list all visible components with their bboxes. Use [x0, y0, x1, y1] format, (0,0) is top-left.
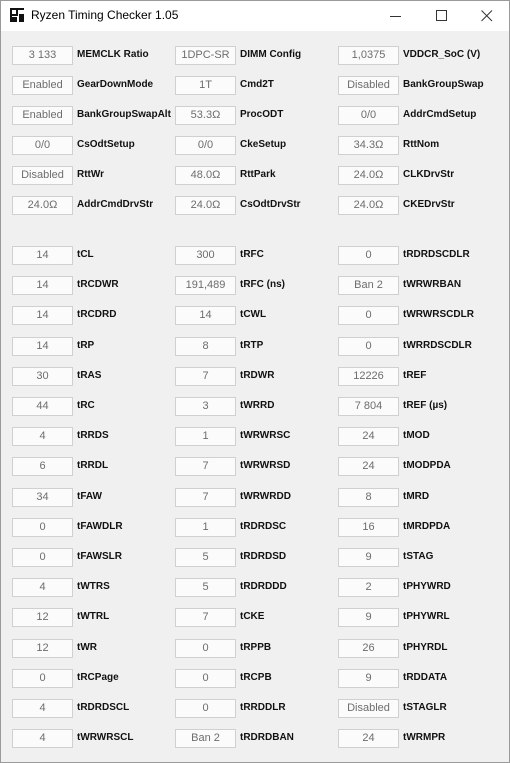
addrcmdsetup-label: AddrCmdSetup — [403, 109, 477, 120]
ckedrvstr-label: CKEDrvStr — [403, 199, 455, 210]
twr-value-field[interactable]: 12 — [12, 639, 73, 658]
tref-us-value-field[interactable]: 7 804 — [338, 397, 399, 416]
twrwrsd-label: tWRWRSD — [240, 460, 291, 471]
close-button[interactable] — [464, 1, 510, 31]
trcpb-label: tRCPB — [240, 672, 272, 683]
twrmpr-value-field[interactable]: 24 — [338, 729, 399, 748]
tphywrl-value-field[interactable]: 9 — [338, 608, 399, 627]
maximize-button[interactable] — [419, 1, 465, 31]
cmd2t-value-field[interactable]: 1T — [175, 76, 236, 95]
tphywrd-label: tPHYWRD — [403, 581, 451, 592]
tcl-value-field[interactable]: 14 — [12, 246, 73, 265]
twrwrdd-value-field[interactable]: 7 — [175, 488, 236, 507]
clkdrvstr-value-field[interactable]: 24.0Ω — [338, 166, 399, 185]
tmrdpda-value-field[interactable]: 16 — [338, 518, 399, 537]
tfawslr-value-field[interactable]: 0 — [12, 548, 73, 567]
tras-label: tRAS — [77, 370, 102, 381]
trppb-label: tRPPB — [240, 642, 272, 653]
trdrdsc-label: tRDRDSC — [240, 521, 287, 532]
twrwrscdlr-label: tWRWRSCDLR — [403, 309, 474, 320]
window-title: Ryzen Timing Checker 1.05 — [31, 8, 179, 22]
trfc-label: tRFC — [240, 249, 264, 260]
tphywrl-label: tPHYWRL — [403, 611, 450, 622]
bankgroupswapalt-label: BankGroupSwapAlt — [77, 109, 171, 120]
vddcr-soc-v-label: VDDCR_SoC (V) — [403, 49, 481, 60]
tfawdlr-label: tFAWDLR — [77, 521, 123, 532]
trrds-label: tRRDS — [77, 430, 109, 441]
twrmpr-label: tWRMPR — [403, 732, 446, 743]
tmod-label: tMOD — [403, 430, 430, 441]
tstag-value-field[interactable]: 9 — [338, 548, 399, 567]
trdrdscl-label: tRDRDSCL — [77, 702, 130, 713]
tfawslr-label: tFAWSLR — [77, 551, 122, 562]
trrdl-value-field[interactable]: 6 — [12, 457, 73, 476]
twrrd-value-field[interactable]: 3 — [175, 397, 236, 416]
trdrdban-label: tRDRDBAN — [240, 732, 294, 743]
tcl-label: tCL — [77, 249, 94, 260]
tmodpda-label: tMODPDA — [403, 460, 451, 471]
tcwl-value-field[interactable]: 14 — [175, 306, 236, 325]
geardownmode-value-field[interactable]: Enabled — [12, 76, 73, 95]
cmd2t-label: Cmd2T — [240, 79, 274, 90]
tmodpda-value-field[interactable]: 24 — [338, 457, 399, 476]
dimm-config-value-field[interactable]: 1DPC-SR — [175, 46, 236, 65]
trdrdsc-value-field[interactable]: 1 — [175, 518, 236, 537]
twrrdscdlr-value-field[interactable]: 0 — [338, 337, 399, 356]
twrrdscdlr-label: tWRRDSCDLR — [403, 340, 472, 351]
ckesetup-value-field[interactable]: 0/0 — [175, 136, 236, 155]
csodtdrvstr-label: CsOdtDrvStr — [240, 199, 301, 210]
twtrs-label: tWTRS — [77, 581, 110, 592]
trcdrd-label: tRCDRD — [77, 309, 117, 320]
trtp-label: tRTP — [240, 340, 264, 351]
vddcr-soc-v-value-field[interactable]: 1,0375 — [338, 46, 399, 65]
tmrdpda-label: tMRDPDA — [403, 521, 451, 532]
trcpb-value-field[interactable]: 0 — [175, 669, 236, 688]
tphyrdl-value-field[interactable]: 26 — [338, 639, 399, 658]
tphywrd-value-field[interactable]: 2 — [338, 578, 399, 597]
csodtsetup-label: CsOdtSetup — [77, 139, 135, 150]
memclk-ratio-value-field[interactable]: 3 133 — [12, 46, 73, 65]
trfc-ns-label: tRFC (ns) — [240, 279, 285, 290]
trdrdscdlr-label: tRDRDSCDLR — [403, 249, 470, 260]
twtrl-value-field[interactable]: 12 — [12, 608, 73, 627]
app-grid-icon — [10, 8, 24, 22]
trdrddd-label: tRDRDDD — [240, 581, 287, 592]
trfc-ns-value-field[interactable]: 191,489 — [175, 276, 236, 295]
twrwrsc-label: tWRWRSC — [240, 430, 291, 441]
tref-label: tREF — [403, 370, 427, 381]
trcdwr-value-field[interactable]: 14 — [12, 276, 73, 295]
trrdl-label: tRRDL — [77, 460, 109, 471]
timings-panel — [1, 31, 509, 762]
trcpage-value-field[interactable]: 0 — [12, 669, 73, 688]
trdwr-value-field[interactable]: 7 — [175, 367, 236, 386]
trp-value-field[interactable]: 14 — [12, 337, 73, 356]
geardownmode-label: GearDownMode — [77, 79, 154, 90]
rttpark-label: RttPark — [240, 169, 276, 180]
trtp-value-field[interactable]: 8 — [175, 337, 236, 356]
rttpark-value-field[interactable]: 48.0Ω — [175, 166, 236, 185]
bankgroupswapalt-value-field[interactable]: Enabled — [12, 106, 73, 125]
tcwl-label: tCWL — [240, 309, 267, 320]
tfawdlr-value-field[interactable]: 0 — [12, 518, 73, 537]
maximize-icon — [436, 10, 448, 22]
close-icon — [481, 10, 493, 22]
tcke-label: tCKE — [240, 611, 265, 622]
clkdrvstr-label: CLKDrvStr — [403, 169, 455, 180]
rttwr-label: RttWr — [77, 169, 105, 180]
rttnom-label: RttNom — [403, 139, 440, 150]
tfaw-label: tFAW — [77, 491, 102, 502]
trc-label: tRC — [77, 400, 95, 411]
trdrdban-value-field[interactable]: Ban 2 — [175, 729, 236, 748]
trc-value-field[interactable]: 44 — [12, 397, 73, 416]
trppb-value-field[interactable]: 0 — [175, 639, 236, 658]
twrwrscl-value-field[interactable]: 4 — [12, 729, 73, 748]
tcke-value-field[interactable]: 7 — [175, 608, 236, 627]
tphyrdl-label: tPHYRDL — [403, 642, 448, 653]
tmod-value-field[interactable]: 24 — [338, 427, 399, 446]
trdrdscl-value-field[interactable]: 4 — [12, 699, 73, 718]
tstaglr-label: tSTAGLR — [403, 702, 447, 713]
twrwrban-label: tWRWRBAN — [403, 279, 462, 290]
twrrd-label: tWRRD — [240, 400, 275, 411]
minimize-button[interactable] — [373, 1, 419, 31]
trrddlr-label: tRRDDLR — [240, 702, 286, 713]
tref-value-field[interactable]: 12226 — [338, 367, 399, 386]
bankgroupswap-value-field[interactable]: Disabled — [338, 76, 399, 95]
twr-label: tWR — [77, 642, 97, 653]
twrwrscl-label: tWRWRSCL — [77, 732, 134, 743]
tstag-label: tSTAG — [403, 551, 434, 562]
trddata-label: tRDDATA — [403, 672, 448, 683]
tmrd-value-field[interactable]: 8 — [338, 488, 399, 507]
trcpage-label: tRCPage — [77, 672, 119, 683]
trcdrd-value-field[interactable]: 14 — [12, 306, 73, 325]
bankgroupswap-label: BankGroupSwap — [403, 79, 484, 90]
twrwrscdlr-value-field[interactable]: 0 — [338, 306, 399, 325]
trdwr-label: tRDWR — [240, 370, 275, 381]
tmrd-label: tMRD — [403, 491, 430, 502]
rttwr-value-field[interactable]: Disabled — [12, 166, 73, 185]
trdrdsd-value-field[interactable]: 5 — [175, 548, 236, 567]
twrwrsc-value-field[interactable]: 1 — [175, 427, 236, 446]
ckesetup-label: CkeSetup — [240, 139, 287, 150]
minimize-icon — [390, 10, 402, 22]
trdrddd-value-field[interactable]: 5 — [175, 578, 236, 597]
procodt-value-field[interactable]: 53.3Ω — [175, 106, 236, 125]
trddata-value-field[interactable]: 9 — [338, 669, 399, 688]
tref-us-label: tREF (µs) — [403, 400, 448, 411]
twrwrdd-label: tWRWRDD — [240, 491, 291, 502]
memclk-ratio-label: MEMCLK Ratio — [77, 49, 149, 60]
tstaglr-value-field[interactable]: Disabled — [338, 699, 399, 718]
trfc-value-field[interactable]: 300 — [175, 246, 236, 265]
addrcmddrvstr-value-field[interactable]: 24.0Ω — [12, 196, 73, 215]
tfaw-value-field[interactable]: 34 — [12, 488, 73, 507]
addrcmdsetup-value-field[interactable]: 0/0 — [338, 106, 399, 125]
ckedrvstr-value-field[interactable]: 24.0Ω — [338, 196, 399, 215]
tras-value-field[interactable]: 30 — [12, 367, 73, 386]
twrwrban-value-field[interactable]: Ban 2 — [338, 276, 399, 295]
trrddlr-value-field[interactable]: 0 — [175, 699, 236, 718]
twrwrsd-value-field[interactable]: 7 — [175, 457, 236, 476]
trcdwr-label: tRCDWR — [77, 279, 119, 290]
twtrs-value-field[interactable]: 4 — [12, 578, 73, 597]
csodtsetup-value-field[interactable]: 0/0 — [12, 136, 73, 155]
twtrl-label: tWTRL — [77, 611, 110, 622]
csodtdrvstr-value-field[interactable]: 24.0Ω — [175, 196, 236, 215]
procodt-label: ProcODT — [240, 109, 284, 120]
title-bar[interactable] — [1, 1, 509, 31]
rttnom-value-field[interactable]: 34.3Ω — [338, 136, 399, 155]
trdrdsd-label: tRDRDSD — [240, 551, 287, 562]
trdrdscdlr-value-field[interactable]: 0 — [338, 246, 399, 265]
dimm-config-label: DIMM Config — [240, 49, 302, 60]
trp-label: tRP — [77, 340, 95, 351]
addrcmddrvstr-label: AddrCmdDrvStr — [77, 199, 154, 210]
trrds-value-field[interactable]: 4 — [12, 427, 73, 446]
